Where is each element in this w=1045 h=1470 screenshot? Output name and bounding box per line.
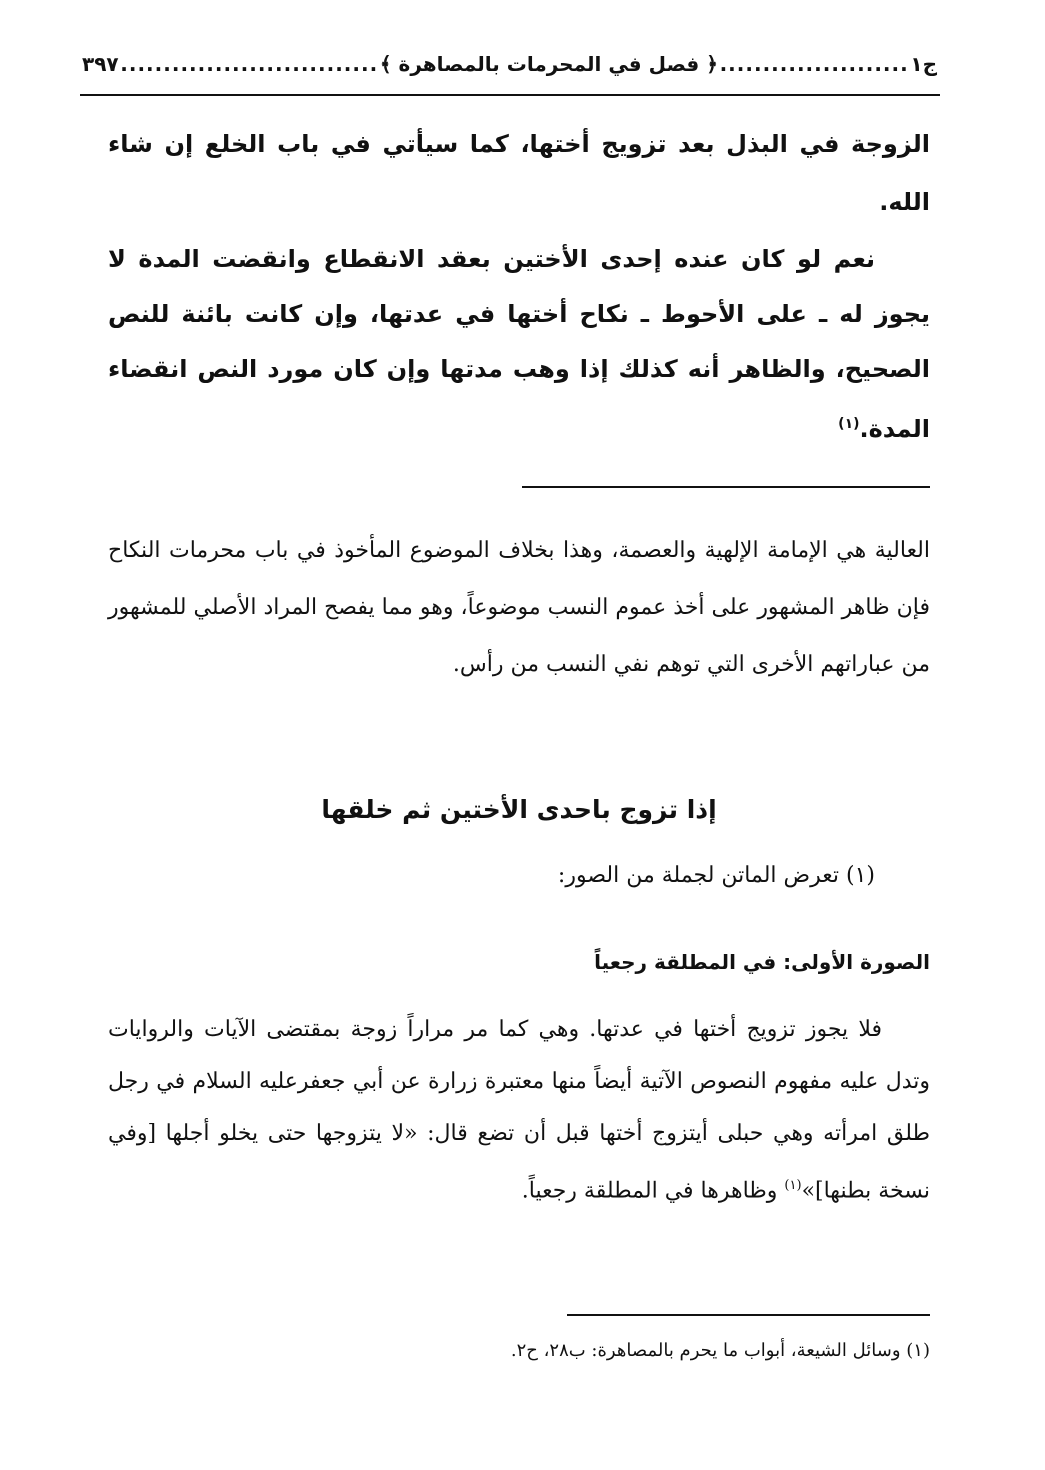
running-header — [82, 38, 937, 90]
section-heading: إذا تزوج باحدى الأختين ثم خلقها — [321, 795, 717, 824]
commentary-paragraph-2-end: وظاهرها في المطلقة رجعياً. — [521, 1178, 785, 1204]
volume-label: ج١ — [910, 52, 937, 76]
footnote-ref: (١) — [784, 1178, 802, 1193]
leader-dots-right: ...................... — [719, 52, 909, 76]
divider-rule — [522, 486, 930, 488]
commentary-paragraph-1: العالية هي الإمامة الإلهية والعصمة، وهذا بخلاف الموضوع المأخوذ في باب محرمات النكاح فإن ظاهر المشهور على أخذ عموم النسب موضوعاً، وهو مما يفصح المراد الأصلي للمشهور من عباراتهم الأخرى التي توهم نفي النسب من رأس. — [108, 538, 930, 677]
main-text-paragraph-1: الزوجة في البذل بعد تزويج أختها، كما سيأتي في باب الخلع إن شاء الله. — [108, 130, 930, 216]
note-intro: (١) تعرض الماتن لجملة من الصور: — [557, 863, 875, 888]
header-rule — [80, 94, 940, 96]
main-text-paragraph-2-body: نعم لو كان عنده إحدى الأختين بعقد الانقطاع وانقضت المدة لا يجوز له ـ على الأحوط ـ نكاح أختها في عدتها، وإن كانت بائنة للنص الصحيح، والظاهر أنه كذلك إذا وهب مدتها وإن كان مورد النص انقضاء المدة. — [108, 245, 930, 443]
running-title: ﴿ فصل في المحرمات بالمصاهرة ﴾ — [379, 52, 718, 76]
footnote-ref: (١) — [838, 416, 860, 432]
commentary-paragraph-2 — [108, 1004, 930, 1217]
main-text-paragraph-2 — [108, 232, 930, 457]
footnote-divider — [567, 1314, 930, 1316]
sub-heading: الصورة الأولى: في المطلقة رجعياً — [594, 950, 930, 974]
leader-dots-left: .............................. — [120, 52, 379, 76]
page-number: ٣٩٧ — [82, 52, 119, 76]
commentary-paragraph-2-body: فلا يجوز تزويج أختها في عدتها. وهي كما مر مراراً زوجة بمقتضى الآيات والروايات وتدل عليه مفهوم النصوص الآتية أيضاً منها معتبرة زرارة عن أبي جعفرعليه السلام في رجل طلق امرأته وهي حبلى أيتزوج أختها قبل أن تضع قال: «لا يتزوجها حتى يخلو أجلها [وفي نسخة بطنها]» — [108, 1017, 930, 1204]
footnote: (١) وسائل الشيعة، أبواب ما يحرم بالمصاهرة: ب٢٨، ح٢. — [510, 1340, 930, 1361]
